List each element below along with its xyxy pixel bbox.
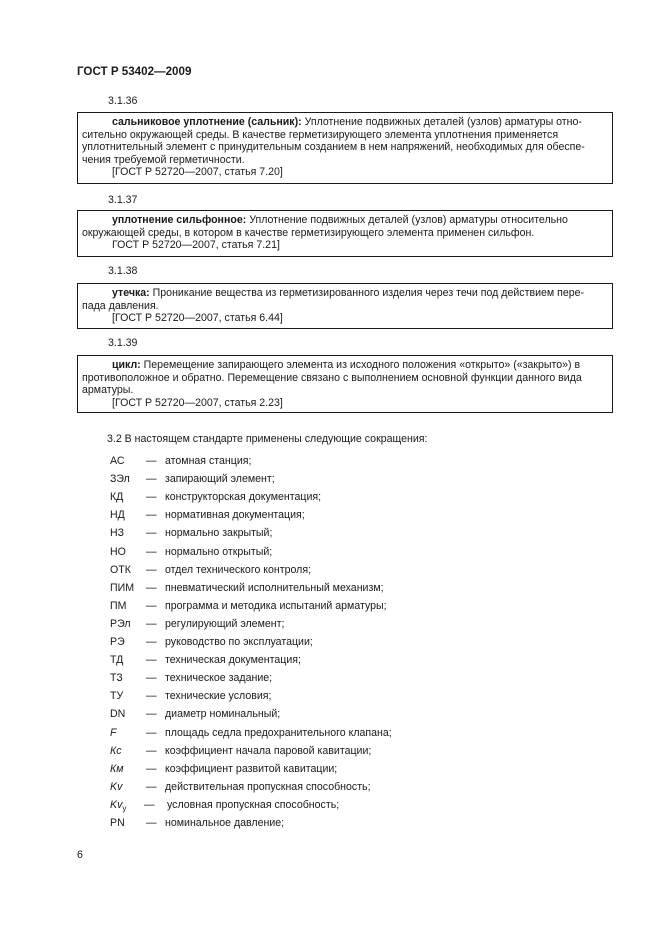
abbreviation-definition: атомная станция; <box>165 455 252 467</box>
definition-text: сальниковое уплотнение (сальник): Уплотнение подвижных деталей (узлов) арматуры отно- <box>112 116 582 128</box>
page-number: 6 <box>77 849 83 861</box>
abbreviation-dash: — <box>146 690 157 703</box>
abbreviation-dash: — <box>146 744 157 757</box>
abbreviation-definition: нормативная документация; <box>165 509 305 522</box>
definition-reference: [ГОСТ Р 52720—2007, статья 6.44] <box>112 312 283 325</box>
definition-term: утечка: <box>112 287 150 299</box>
abbreviation-definition: регулирующий элемент; <box>165 617 285 630</box>
abbreviation-dash: — <box>146 563 157 576</box>
definition-text: утечка: Проникание вещества из герметизированного изделия через течи под действием пере- <box>112 287 585 299</box>
abbreviation-definition: условная пропускная способность; <box>167 798 340 811</box>
abbreviation-dash: — <box>146 817 157 829</box>
abbreviation-dash: — <box>146 762 157 775</box>
abbreviation-term: $Kv_y$ <box>110 798 127 813</box>
definition-number: 3.1.36 <box>108 95 138 107</box>
abbreviation-definition: технические условия; <box>165 690 272 703</box>
definition-line: пада давления. <box>82 299 159 312</box>
definition-text: уплотнение сильфонное: Уплотнение подвижных деталей (узлов) арматуры относительно <box>112 214 568 226</box>
abbreviation-dash: — <box>146 726 157 739</box>
abbreviation-term: РЭл <box>110 617 131 630</box>
abbreviation-dash: — <box>146 617 157 630</box>
abbreviation-term: НД <box>110 509 125 522</box>
abbreviation-definition: номинальное давление; <box>165 817 285 829</box>
abbreviation-dash: — <box>146 545 157 558</box>
abbreviations-intro: 3.2 В настоящем стандарте применены следующие сокращения: <box>107 433 428 445</box>
abbreviation-dash: — <box>146 636 157 648</box>
abbreviation-definition: диаметр номинальный; <box>165 708 281 721</box>
abbreviation-dash: — <box>146 581 157 594</box>
abbreviation-definition: площадь седла предохранительного клапана; <box>165 726 392 739</box>
definition-line: противоположное и обратно. Перемещение связано с выполнением основной функции данного вида <box>82 371 582 384</box>
definition-box <box>77 210 613 257</box>
abbreviation-definition: руководство по эксплуатации; <box>165 636 313 648</box>
definition-term: уплотнение сильфонное: <box>112 214 247 226</box>
abbreviation-term: F <box>110 726 117 739</box>
definition-term: цикл: <box>112 359 141 371</box>
abbreviation-dash: — <box>146 473 157 486</box>
abbreviation-dash: — <box>146 527 157 540</box>
abbreviation-term: DN <box>110 708 126 721</box>
abbreviation-term: Kv <box>110 780 123 793</box>
abbreviation-term: ТД <box>110 654 124 667</box>
abbreviation-term: ТЗ <box>110 672 123 685</box>
definition-box <box>77 283 613 329</box>
document-header: ГОСТ Р 53402—2009 <box>77 65 192 78</box>
abbreviation-dash: — <box>146 599 157 612</box>
abbreviation-dash: — <box>146 672 157 685</box>
abbreviation-term: ПИМ <box>110 581 135 594</box>
abbreviation-definition: действительная пропускная способность; <box>165 780 371 793</box>
abbreviation-term: ПМ <box>110 599 127 612</box>
abbreviation-dash: — <box>144 798 155 811</box>
definition-text: цикл: Перемещение запирающего элемента из исходного положения «открыто» («закрыто») в <box>112 359 581 371</box>
abbreviation-definition: техническое задание; <box>165 672 273 685</box>
definition-box <box>77 112 613 184</box>
abbreviation-term: НО <box>110 545 126 558</box>
abbreviation-definition: коэффициент развитой кавитации; <box>165 762 338 775</box>
abbreviation-term: КД <box>110 491 124 504</box>
abbreviation-dash: — <box>146 708 157 721</box>
abbreviation-term: ЗЭл <box>110 473 130 486</box>
definition-line: чения требуемой герметичности. <box>82 153 245 166</box>
definition-number: 3.1.37 <box>108 194 138 206</box>
abbreviation-dash: — <box>146 780 157 793</box>
abbreviation-term: PN <box>110 817 125 829</box>
abbreviation-definition: конструкторская документация; <box>165 491 322 504</box>
abbreviation-term: ОТК <box>110 563 131 576</box>
abbreviation-definition: программа и методика испытаний арматуры; <box>165 599 387 612</box>
abbreviation-term: Км <box>110 762 124 775</box>
abbreviation-definition: нормально открытый; <box>165 545 273 558</box>
abbreviation-term: РЭ <box>110 636 125 648</box>
abbreviation-term: ТУ <box>110 690 124 703</box>
definition-reference: ГОСТ Р 52720—2007, статья 7.21] <box>112 239 280 252</box>
abbreviation-definition: запирающий элемент; <box>165 473 275 486</box>
abbreviation-definition: нормально закрытый; <box>165 527 273 540</box>
abbreviation-dash: — <box>146 509 157 522</box>
abbreviation-term: НЗ <box>110 527 125 540</box>
abbreviation-definition: техническая документация; <box>165 654 301 667</box>
abbreviation-dash: — <box>146 491 157 504</box>
definition-line: арматуры. <box>82 384 134 397</box>
definition-line: уплотнительный элемент с принудительным созданием в нем напряжений, необходимых для обеспе- <box>82 141 585 154</box>
definition-box <box>77 355 613 413</box>
abbreviation-dash: — <box>146 654 157 667</box>
definition-line: сительно окружающей среды. В качестве герметизирующего элемента уплотнения применяется <box>82 128 559 141</box>
definition-reference: [ГОСТ Р 52720—2007, статья 2.23] <box>112 396 283 409</box>
definition-term: сальниковое уплотнение (сальник): <box>112 116 302 128</box>
abbreviation-term: АС <box>110 455 125 467</box>
definition-line: окружающей среды, в котором в качестве герметизирующего элемента применен сильфон. <box>82 226 535 239</box>
abbreviation-definition: коэффициент начала паровой кавитации; <box>165 744 372 757</box>
definition-reference: [ГОСТ Р 52720—2007, статья 7.20] <box>112 166 283 179</box>
abbreviation-definition: пневматический исполнительный механизм; <box>165 581 384 594</box>
definition-number: 3.1.38 <box>108 265 138 277</box>
abbreviation-term: Кс <box>110 744 122 757</box>
abbreviation-dash: — <box>146 455 157 467</box>
abbreviation-definition: отдел технического контроля; <box>165 563 312 576</box>
definition-number: 3.1.39 <box>108 337 138 349</box>
